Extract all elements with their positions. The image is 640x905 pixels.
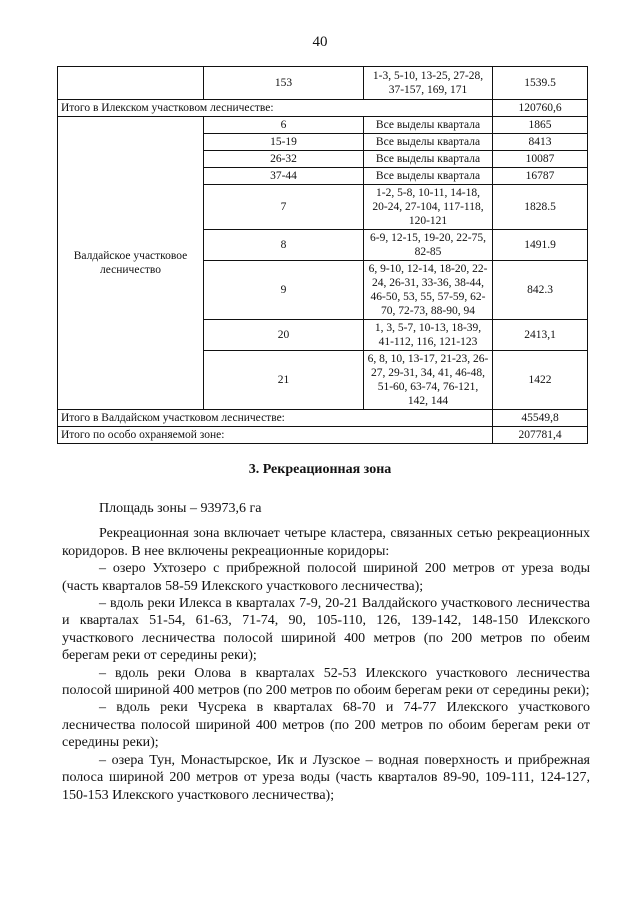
quarter-cell: 153 [204,67,364,100]
corridor-item: – вдоль реки Чусрека в кварталах 68-70 и 74-77 Илекского участкового лесничества полосой шириной 400 метров (по 200 метров по обоим берегам реки от середины реки); [62,700,590,751]
plots-cell: 1-3, 5-10, 13-25, 27-28, 37-157, 169, 171 [364,67,493,100]
table-row [58,117,588,134]
quarter-cell: 26-32 [204,151,364,168]
plots-cell: 6, 8, 10, 13-17, 21-23, 26-27, 29-31, 34, 41, 46-48, 51-60, 63-74, 76-121, 142, 144 [364,351,493,410]
quarter-cell: 9 [204,261,364,320]
forest-table [57,66,588,444]
area-cell: 1539.5 [493,67,588,100]
grand-total-row [58,427,588,444]
subtotal-row [58,100,588,117]
plots-cell: Все выделы квартала [364,134,493,151]
area-cell: 16787 [493,168,588,185]
corridor-item: – озера Тун, Монастырское, Ик и Лузское – водная поверхность и прибрежная полоса шириной 200 метров от уреза воды (часть кварталов 89-90, 109-111, 124-127, 150-153 Илекского участкового лесничества); [62,752,590,803]
area-cell: 842.3 [493,261,588,320]
quarter-cell: 6 [204,117,364,134]
plots-cell: Все выделы квартала [364,151,493,168]
area-cell: 1865 [493,117,588,134]
area-cell: 1828.5 [493,185,588,230]
zone-area-paragraph: Площадь зоны – 93973,6 га [99,501,262,516]
subtotal-label: Итого в Валдайском участковом лесничестве: [58,410,493,427]
district-cell [58,67,204,100]
plots-cell: 6, 9-10, 12-14, 18-20, 22-24, 26-31, 33-36, 38-44, 46-50, 53, 55, 57-59, 62-70, 72-73, 88-90, 94 [364,261,493,320]
table-row [58,67,588,100]
area-cell: 8413 [493,134,588,151]
area-cell: 10087 [493,151,588,168]
area-cell: 45549,8 [493,410,588,427]
plots-cell: 1, 3, 5-7, 10-13, 18-39, 41-112, 116, 121-123 [364,320,493,351]
area-cell: 1422 [493,351,588,410]
page-number: 40 [312,34,328,50]
area-cell: 2413,1 [493,320,588,351]
quarter-cell: 15-19 [204,134,364,151]
plots-cell: 1-2, 5-8, 10-11, 14-18, 20-24, 27-104, 117-118, 120-121 [364,185,493,230]
plots-cell: 6-9, 12-15, 19-20, 22-75, 82-85 [364,230,493,261]
quarter-cell: 37-44 [204,168,364,185]
quarter-cell: 8 [204,230,364,261]
section-heading: 3. Рекреационная зона [248,462,392,477]
intro-paragraph: Рекреационная зона включает четыре кластера, связанных сетью рекреационных коридоров. В нее включены рекреационные коридоры: [62,526,590,559]
grand-total-label: Итого по особо охраняемой зоне: [58,427,493,444]
area-cell: 207781,4 [493,427,588,444]
plots-cell: Все выделы квартала [364,117,493,134]
district-cell: Валдайское участковое лесничество [58,117,204,410]
area-cell: 1491.9 [493,230,588,261]
quarter-cell: 7 [204,185,364,230]
quarter-cell: 20 [204,320,364,351]
corridor-item: – вдоль реки Илекса в кварталах 7-9, 20-21 Валдайского участкового лесничества и кварталах 51-54, 61-63, 71-74, 90, 105-110, 126, 139-142, 148-150 Илекского участкового лесничества полосой шириной 400 метров (по 200 метров по обеим берегам реки от середины реки); [62,596,590,664]
plots-cell: Все выделы квартала [364,168,493,185]
area-cell: 120760,6 [493,100,588,117]
quarter-cell: 21 [204,351,364,410]
corridor-item: – вдоль реки Олова в кварталах 52-53 Илекского участкового лесничества полосой шириной 400 метров (по 200 метров по обоим берегам реки от середины реки); [62,665,590,699]
subtotal-row [58,410,588,427]
subtotal-label: Итого в Илекском участковом лесничестве: [58,100,493,117]
section-body [62,500,590,804]
corridor-item: – озеро Ухтозеро с прибрежной полосой шириной 200 метров от уреза воды (часть кварталов 58-59 Илекского участкового лесничества); [62,561,590,594]
